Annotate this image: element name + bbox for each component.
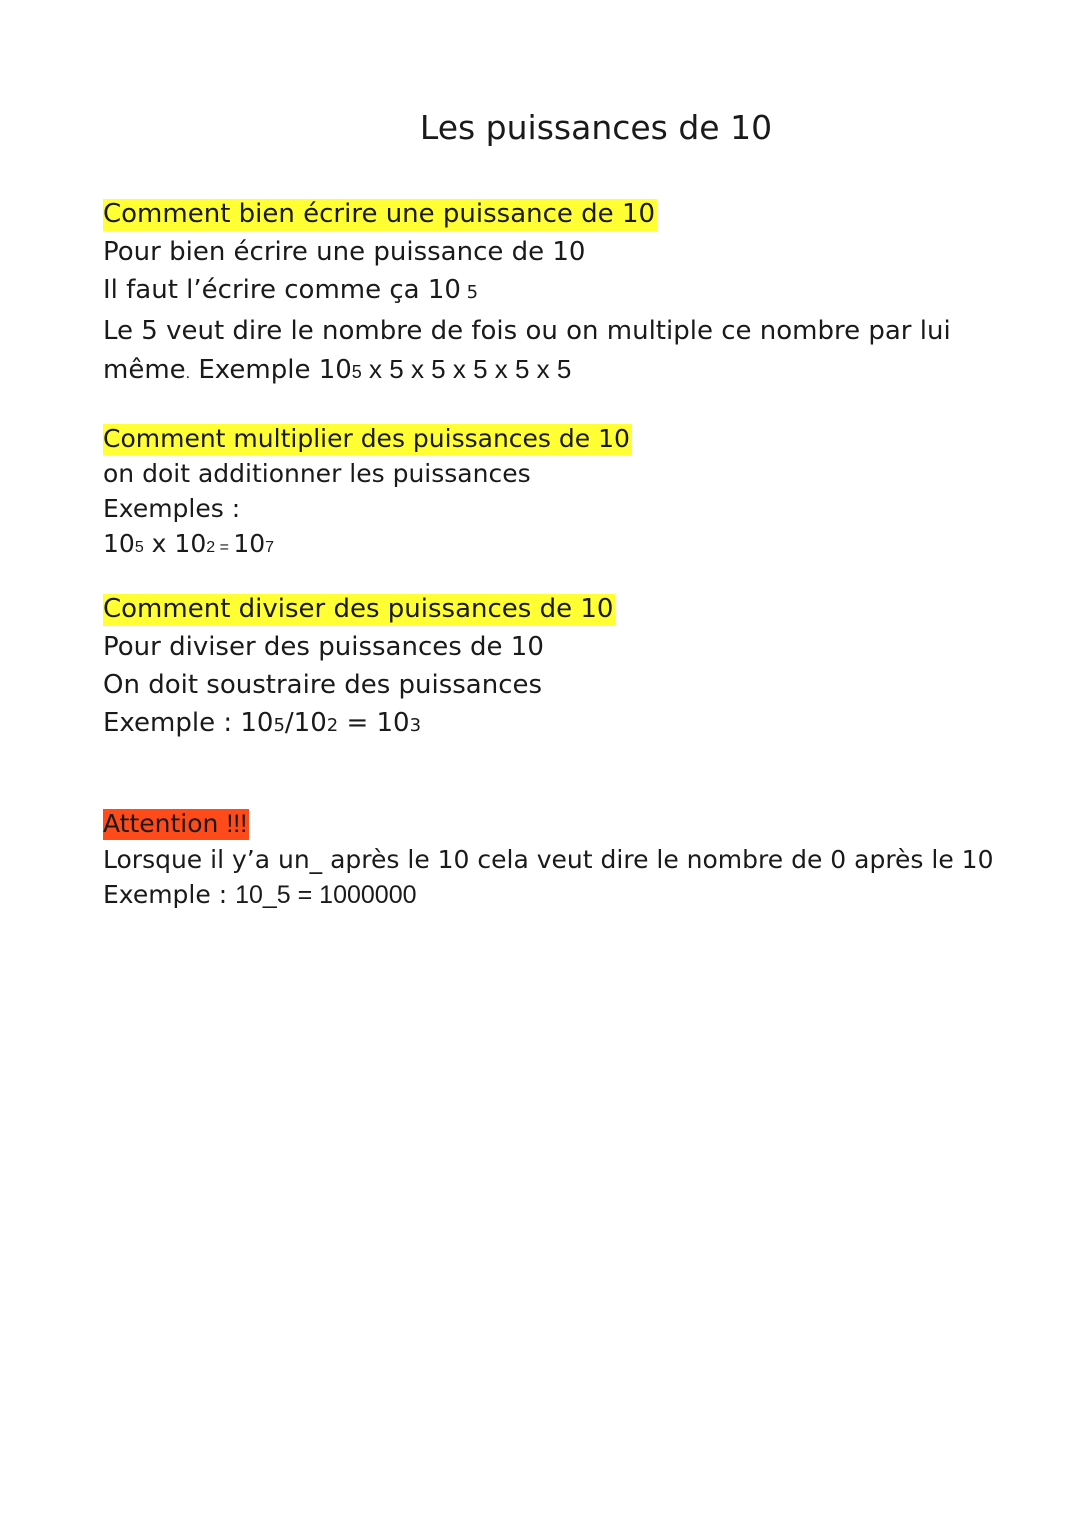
text-line: Pour diviser des puissances de 10 (103, 632, 544, 662)
exponent: 5 (134, 539, 144, 556)
text-line: On doit soustraire des puissances (103, 670, 543, 700)
attention-text: Attention (103, 809, 227, 838)
example-line (103, 877, 994, 913)
section-divide-powers (103, 590, 615, 745)
operator-text: = 10 (338, 708, 410, 738)
text-line: Le 5 veut dire le nombre de fois ou on multiple ce nombre par lui (103, 316, 951, 346)
exponent: 2 (206, 539, 216, 556)
text-line: Pour bien écrire une puissance de 10 (103, 237, 586, 267)
base: 10 (233, 529, 266, 558)
example-value: 10_5 = 1000000 (235, 881, 417, 909)
exponent: 3 (409, 715, 422, 736)
example-label: Exemple : 10 (103, 708, 274, 738)
text-fragment: Il faut l’écrire comme ça 10 (103, 275, 461, 305)
operator-text: /10 (284, 708, 327, 738)
heading-highlight: Comment multiplier des puissances de 10 (103, 424, 630, 453)
exponent: 5 (273, 715, 285, 736)
exponent: 5 (351, 362, 362, 382)
exclamation-marks: !!! (226, 810, 248, 838)
section-write-power (103, 195, 951, 393)
section-multiply-powers (103, 421, 632, 565)
attention-heading (103, 806, 994, 842)
text-line: Lorsque il y’a un_ après le 10 cela veut dire le nombre de 0 après le 10 (103, 845, 994, 874)
operator-text: x 10 (143, 529, 207, 558)
section-attention (103, 806, 994, 913)
text-fragment: Exemple 10 (190, 355, 352, 385)
exponent: 5 (460, 282, 479, 303)
page-title: Les puissances de 10 (419, 108, 773, 147)
text-line: on doit additionner les puissances (103, 459, 531, 488)
heading-highlight: Comment bien écrire une puissance de 10 (103, 199, 656, 229)
section-heading (103, 421, 632, 456)
example-label: Exemple : (103, 880, 236, 909)
example-line (103, 526, 632, 565)
attention-highlight (103, 809, 249, 840)
exponent: 2 (326, 715, 339, 736)
product-text: x 5 x 5 x 5 x 5 x 5 (361, 354, 572, 384)
equals: = (215, 539, 234, 556)
base: 10 (103, 529, 135, 558)
dot: . (185, 365, 191, 382)
text-line (103, 350, 951, 393)
heading-highlight: Comment diviser des puissances de 10 (103, 594, 614, 624)
text-fragment: même (103, 355, 186, 385)
example-line (103, 704, 615, 745)
exponent: 7 (265, 539, 275, 556)
text-line (103, 271, 951, 312)
section-heading (103, 590, 615, 628)
text-line: Exemples : (103, 494, 241, 523)
section-heading (103, 195, 951, 233)
